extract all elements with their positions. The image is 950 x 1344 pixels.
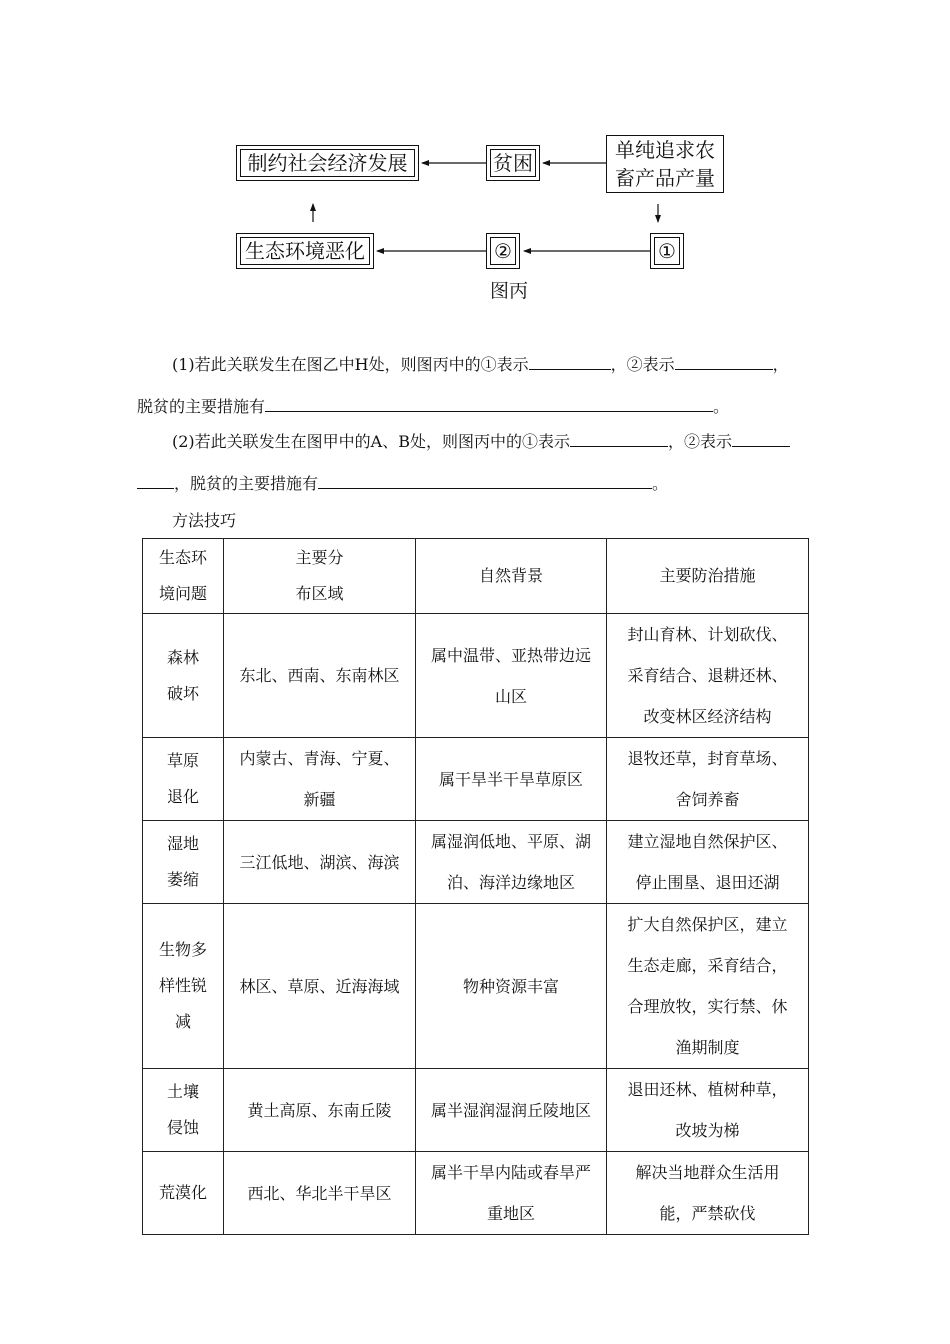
header-problem-line: 生态环 xyxy=(158,548,207,567)
cell-problem xyxy=(143,1152,224,1235)
cell-measures xyxy=(607,1069,809,1152)
cell-problem xyxy=(143,614,224,738)
q2-text-d: 。 xyxy=(652,474,669,493)
cell-measures-line: 合理放牧，实行禁、休 xyxy=(627,997,788,1016)
cell-measures-line: 生态走廊，采育结合， xyxy=(627,956,788,975)
box-circle-1-label: ① xyxy=(658,239,676,263)
q1-text-c: ， xyxy=(772,355,789,374)
q2-text-b: ，②表示 xyxy=(667,432,732,451)
cell-region-line: 东北、西南、东南林区 xyxy=(239,666,400,685)
cell-measures xyxy=(607,821,809,904)
table-row xyxy=(143,614,809,738)
cell-problem-line: 荒漠化 xyxy=(158,1183,207,1202)
header-measures xyxy=(607,539,809,614)
cell-region xyxy=(224,738,416,821)
cell-problem xyxy=(143,821,224,904)
cell-region xyxy=(224,821,416,904)
q2-text-a: (2)若此关联发生在图甲中的A、B处，则图丙中的①表示 xyxy=(172,432,570,451)
cell-measures-line: 退牧还草，封育草场、 xyxy=(627,749,788,768)
cell-region-line: 三江低地、湖滨、海滨 xyxy=(239,852,400,872)
cell-problem-line: 减 xyxy=(174,1012,191,1031)
cell-problem-line: 侵蚀 xyxy=(166,1118,199,1137)
cell-background xyxy=(416,1152,607,1235)
q2-blank-2b[interactable] xyxy=(137,474,174,489)
cell-region-line: 黄土高原、东南丘陵 xyxy=(247,1100,392,1120)
tips-title: 方法技巧 xyxy=(172,511,237,530)
header-measures-line: 主要防治措施 xyxy=(659,566,756,585)
cell-problem xyxy=(143,1069,224,1152)
cell-measures xyxy=(607,614,809,738)
table-row xyxy=(143,821,809,904)
cell-problem xyxy=(143,904,224,1069)
header-problem-line: 境问题 xyxy=(158,584,207,603)
cell-region xyxy=(224,1069,416,1152)
box-pursue-output-line2: 畜产品产量 xyxy=(615,166,715,190)
cell-background-line: 属中温带、亚热带边远 xyxy=(430,645,591,665)
cell-background xyxy=(416,904,607,1069)
box-pursue-output-line1: 单纯追求农 xyxy=(615,138,715,162)
cell-background-line: 属湿润低地、平原、湖 xyxy=(430,832,591,851)
question-1-line-2 xyxy=(137,394,729,417)
cell-problem-line: 草原 xyxy=(166,751,199,770)
cell-measures-line: 改坡为梯 xyxy=(675,1121,740,1140)
cell-problem-line: 退化 xyxy=(166,787,199,806)
cell-problem-line: 森林 xyxy=(166,647,199,667)
box-constrain-development-label: 制约社会经济发展 xyxy=(247,151,408,175)
cell-measures-line: 渔期制度 xyxy=(675,1038,740,1057)
cell-region-line: 内蒙古、青海、宁夏、 xyxy=(239,749,400,768)
cell-region xyxy=(224,614,416,738)
cell-background-line: 物种资源丰富 xyxy=(462,976,559,996)
cell-measures-line: 舍饲养畜 xyxy=(675,790,740,809)
cell-background-line: 重地区 xyxy=(486,1204,535,1223)
header-region xyxy=(224,539,416,614)
q1-blank-3[interactable] xyxy=(265,397,713,412)
cell-background-line: 山区 xyxy=(494,686,527,706)
cell-background-line: 属半湿润湿润丘陵地区 xyxy=(430,1100,591,1120)
cell-region-line: 西北、华北半干旱区 xyxy=(247,1183,392,1203)
cell-problem-line: 生物多 xyxy=(158,940,207,959)
q1-text-b: ，②表示 xyxy=(610,355,675,374)
question-2-line-1 xyxy=(172,429,790,452)
cell-background-line: 属干旱半干旱草原区 xyxy=(438,769,583,789)
table-row xyxy=(143,904,809,1069)
box-poverty-label: 贫困 xyxy=(493,151,533,175)
cell-region-line: 新疆 xyxy=(303,790,336,809)
q1-blank-2[interactable] xyxy=(675,355,773,370)
cell-region xyxy=(224,904,416,1069)
cell-measures xyxy=(607,904,809,1069)
header-problem xyxy=(143,539,224,614)
cell-measures-line: 能，严禁砍伐 xyxy=(659,1204,756,1223)
q1-text-a: (1)若此关联发生在图乙中H处，则图丙中的①表示 xyxy=(172,355,529,374)
cell-problem-line: 湿地 xyxy=(166,834,199,853)
header-region-line: 主要分 xyxy=(295,548,344,567)
cell-measures-line: 解决当地群众生活用 xyxy=(635,1163,780,1182)
header-background-line: 自然背景 xyxy=(478,566,543,585)
question-1-line-1 xyxy=(172,352,789,375)
cell-background xyxy=(416,1069,607,1152)
header-background xyxy=(416,539,607,614)
header-region-line: 布区域 xyxy=(295,584,344,603)
cell-problem xyxy=(143,738,224,821)
cell-measures-line: 采育结合、退耕还林、 xyxy=(627,666,788,685)
table-header-row xyxy=(143,539,809,614)
cell-measures xyxy=(607,1152,809,1235)
cell-background xyxy=(416,738,607,821)
eco-problems-table xyxy=(142,538,809,1235)
cell-measures-line: 退田还林、植树种草， xyxy=(627,1080,788,1099)
q2-text-c: ，脱贫的主要措施有 xyxy=(174,474,319,493)
q1-text-d: 脱贫的主要措施有 xyxy=(137,397,266,416)
box-circle-2-label: ② xyxy=(494,239,512,263)
q1-blank-1[interactable] xyxy=(529,355,611,370)
cell-background-line: 泊、海洋边缘地区 xyxy=(446,873,575,892)
figure-caption: 图丙 xyxy=(490,280,529,302)
cell-measures xyxy=(607,738,809,821)
cell-problem-line: 土壤 xyxy=(166,1082,199,1101)
cell-measures-line: 封山育林、计划砍伐、 xyxy=(627,625,788,644)
cell-problem-line: 样性锐 xyxy=(158,976,207,995)
cell-problem-line: 破坏 xyxy=(166,683,199,703)
diagram-arrows xyxy=(0,0,950,320)
cell-problem-line: 萎缩 xyxy=(166,870,199,889)
cell-background-line: 属半干旱内陆或春旱严 xyxy=(430,1163,591,1182)
q2-blank-1[interactable] xyxy=(570,432,668,447)
table-row xyxy=(143,1069,809,1152)
cell-measures-line: 改变林区经济结构 xyxy=(643,707,772,726)
cell-measures-line: 扩大自然保护区，建立 xyxy=(627,915,788,934)
q2-blank-2a[interactable] xyxy=(732,432,790,447)
cell-background xyxy=(416,614,607,738)
cell-background xyxy=(416,821,607,904)
cell-region xyxy=(224,1152,416,1235)
cell-measures-line: 停止围垦、退田还湖 xyxy=(635,873,780,892)
q1-text-e: 。 xyxy=(713,397,730,416)
table-row xyxy=(143,1152,809,1235)
table-row xyxy=(143,738,809,821)
cell-region-line: 林区、草原、近海海域 xyxy=(239,976,400,996)
question-2-line-2 xyxy=(137,471,668,494)
cell-measures-line: 建立湿地自然保护区、 xyxy=(627,832,788,851)
q2-blank-3[interactable] xyxy=(318,474,652,489)
box-eco-deterioration-label: 生态环境恶化 xyxy=(245,239,365,263)
